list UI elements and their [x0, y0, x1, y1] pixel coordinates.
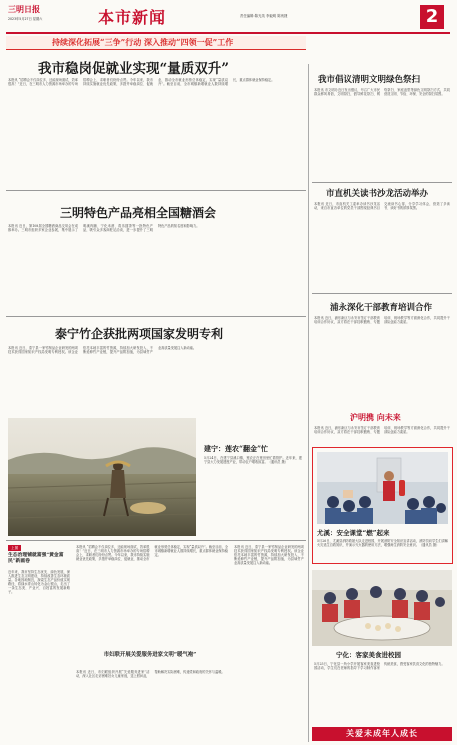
ninghua-caption-title: 宁化：客家美食进校园 — [336, 651, 401, 659]
fire-safety-photo — [317, 452, 448, 524]
editor-credits: 责任编辑:陈光英 李毅明 陈贵捷 — [240, 14, 288, 18]
ninghua-illustration — [312, 570, 452, 646]
safety-caption: 5月26日，尤溪县消防救援大队走进校园，开展消防安全知识宣讲活动，消防员向学生们讲解火灾逃生自救知识，并演示灭火器的使用方法，增强师生消防安全意识。（通讯员 摄） — [317, 539, 448, 548]
shanghai-logo: 沪明携 向未来 — [350, 413, 401, 422]
footer-banner-text: 关爱未成年人成长 — [346, 729, 418, 738]
mala-headline: 三明特色产品亮相全国糖酒会 — [60, 206, 217, 220]
sandstone-headline: 市直机关读书沙龙活动举办 — [326, 189, 429, 199]
footer-banner — [312, 727, 452, 741]
lower-left-tag: 上图 — [8, 545, 21, 551]
lower-mid-body: 本报讯 近日，市妇联组织开展“关爱服务进家”活动，深入社区走访困难妇女儿童家庭，送上慰问品，帮助解决实际困难，传递党和政府的关怀与温暖。 — [76, 670, 225, 679]
safety-caption-title: 尤溪：安全课堂“燃”起来 — [317, 529, 390, 537]
divider-r2 — [312, 293, 452, 294]
divider-1 — [6, 190, 306, 191]
lotus-farm-photo — [8, 418, 196, 536]
ninghua-photo — [312, 570, 452, 646]
sandstone-body: 本报讯 近日，市直机关工委举办读书沙龙活动，来自市直各单位的党员干部围绕经典书目交流读书心得，分享学习体会，营造了多读书、读好书的浓厚氛围。 — [314, 202, 450, 211]
page-number-box: 2 — [420, 5, 444, 29]
civic-body: 本报讯 市文明办近日发出倡议，号召广大市民群众移风易俗，文明祭扫，倡导鲜花祭扫、网络祭扫、家庭追思等绿色文明祭扫方式，共同营造文明、节俭、环保、安全的祭扫氛围。 — [314, 88, 450, 97]
lower-left-headline: 生态治理铺就富强“黄金富民”新画卷 — [8, 552, 64, 564]
ninghua-caption: 5月25日，宁化县一所小学开展客家美食进校园活动，学生们在老师的指导下学习制作客家传统美食，感受客家饮食文化的独特魅力。 — [314, 662, 445, 671]
fire-safety-illustration — [317, 452, 448, 524]
lower-mid-headline: 市妇联开展关爱服务进家文明“暖气袍” — [103, 652, 197, 658]
lower-left-body: 近年来，我市坚持生态优先、绿色发展，深入推进生态文明建设，持续改善生态环境质量。各地因地制宜，探索生态产品价值实现路径，将绿水青山转化为金山银山，走出了一条生态美、产业兴、百姓富的发展新路子。 — [8, 570, 70, 595]
shanghai-body: 本报讯 近日，浦东新区与永安市签订干部教育培训合作协议，双方将在干部挂职锻炼、专题培训、现场教学等方面深化合作，共同提升干部队伍能力素质。 — [314, 426, 450, 435]
divider-r1 — [312, 182, 452, 183]
theme-banner — [6, 36, 306, 50]
lower-right-col-body: 本报讯 近日，泰宁县一家竹制品企业研发的两项技术获得国家知识产权局发明专利授权。该企业依托本地丰富的竹资源，持续加大研发投入，不断延伸竹产业链，提升产品附加值，为县域竹产业高质量发展注入新动能。 — [234, 545, 304, 566]
divider-2 — [6, 316, 306, 317]
employment-body: 本报讯 “招聘会不仅岗位多，还能现场面试，效率很高！”近日，在三明市人力资源市场举办的专场招聘会上，求职者们纷纷点赞。今年以来，我市持续实施就业优先政策，多措并举稳岗位、促就业，推动全市就业形势总体稳定，实现“量质双升”。截至目前，全市城镇新增就业人数持续增长，重点群体就业保持稳定。 — [8, 78, 275, 87]
civic-headline: 我市倡议清明文明绿色祭扫 — [318, 75, 421, 85]
column-divider — [308, 64, 309, 742]
lotus-farm-illustration — [8, 418, 196, 536]
banner-text: 持续深化拓展“三争”行动 深入推动“四领一促”工作 — [52, 37, 234, 47]
lotus-caption-title: 建宁：莲农“翻金”忙 — [204, 444, 269, 453]
lower-center-body: 本报讯 “招聘会不仅岗位多，还能现场面试，效率很高！”近日，在三明市人力资源市场举办的专场招聘会上，求职者们纷纷点赞。今年以来，我市持续实施就业优先政策，多措并举稳岗位、促就业，推动全市就业形势总体稳定，实现“量质双升”。截至目前，全市城镇新增就业人数持续增长，重点群体就业保持稳定。 — [76, 545, 228, 562]
section-title: 本市新闻 — [98, 8, 167, 27]
cadres-headline: 浦永深化干部教育培训合作 — [330, 303, 433, 313]
taining-body: 本报讯 近日，泰宁县一家竹制品企业研发的两项技术获得国家知识产权局发明专利授权。该企业依托本地丰富的竹资源，持续加大研发投入，不断延伸竹产业链，提升产品附加值，为县域竹产业高质量发展注入新动能。 — [8, 346, 197, 355]
issue-date: 2023年5月27日 星期六 — [8, 17, 43, 21]
taining-headline: 泰宁竹企获批两项国家发明专利 — [55, 327, 224, 341]
masthead-logo: 三明日报 — [8, 4, 40, 14]
masthead-rule — [6, 32, 450, 34]
employment-headline: 我市稳岗促就业实现“量质双升” — [38, 61, 230, 77]
safety-feature-box[interactable] — [312, 447, 453, 564]
divider-3 — [6, 540, 306, 541]
cadres-body: 本报讯 近日，浦东新区与永安市签订干部教育培训合作协议，双方将在干部挂职锻炼、专题培训、现场教学等方面深化合作，共同提升干部队伍能力素质。 — [314, 316, 450, 325]
mala-body: 本报讯 近日，第108届全国糖酒商品交易会在成都举办。三明市组织多家企业参展，集中展示了明溪肉脯、宁化米酒、将乐擂茶等一批特色产品，吸引众多客商驻足洽谈，进一步提升了三明特色产品的知名度和影响力。 — [8, 224, 200, 233]
lotus-caption: 5月24日，在建宁县溪口镇，莲农正在莲田里忙着管护。近年来，建宁县大力发展建莲产业，带动农户增收致富。（通讯员 摄） — [204, 456, 302, 465]
